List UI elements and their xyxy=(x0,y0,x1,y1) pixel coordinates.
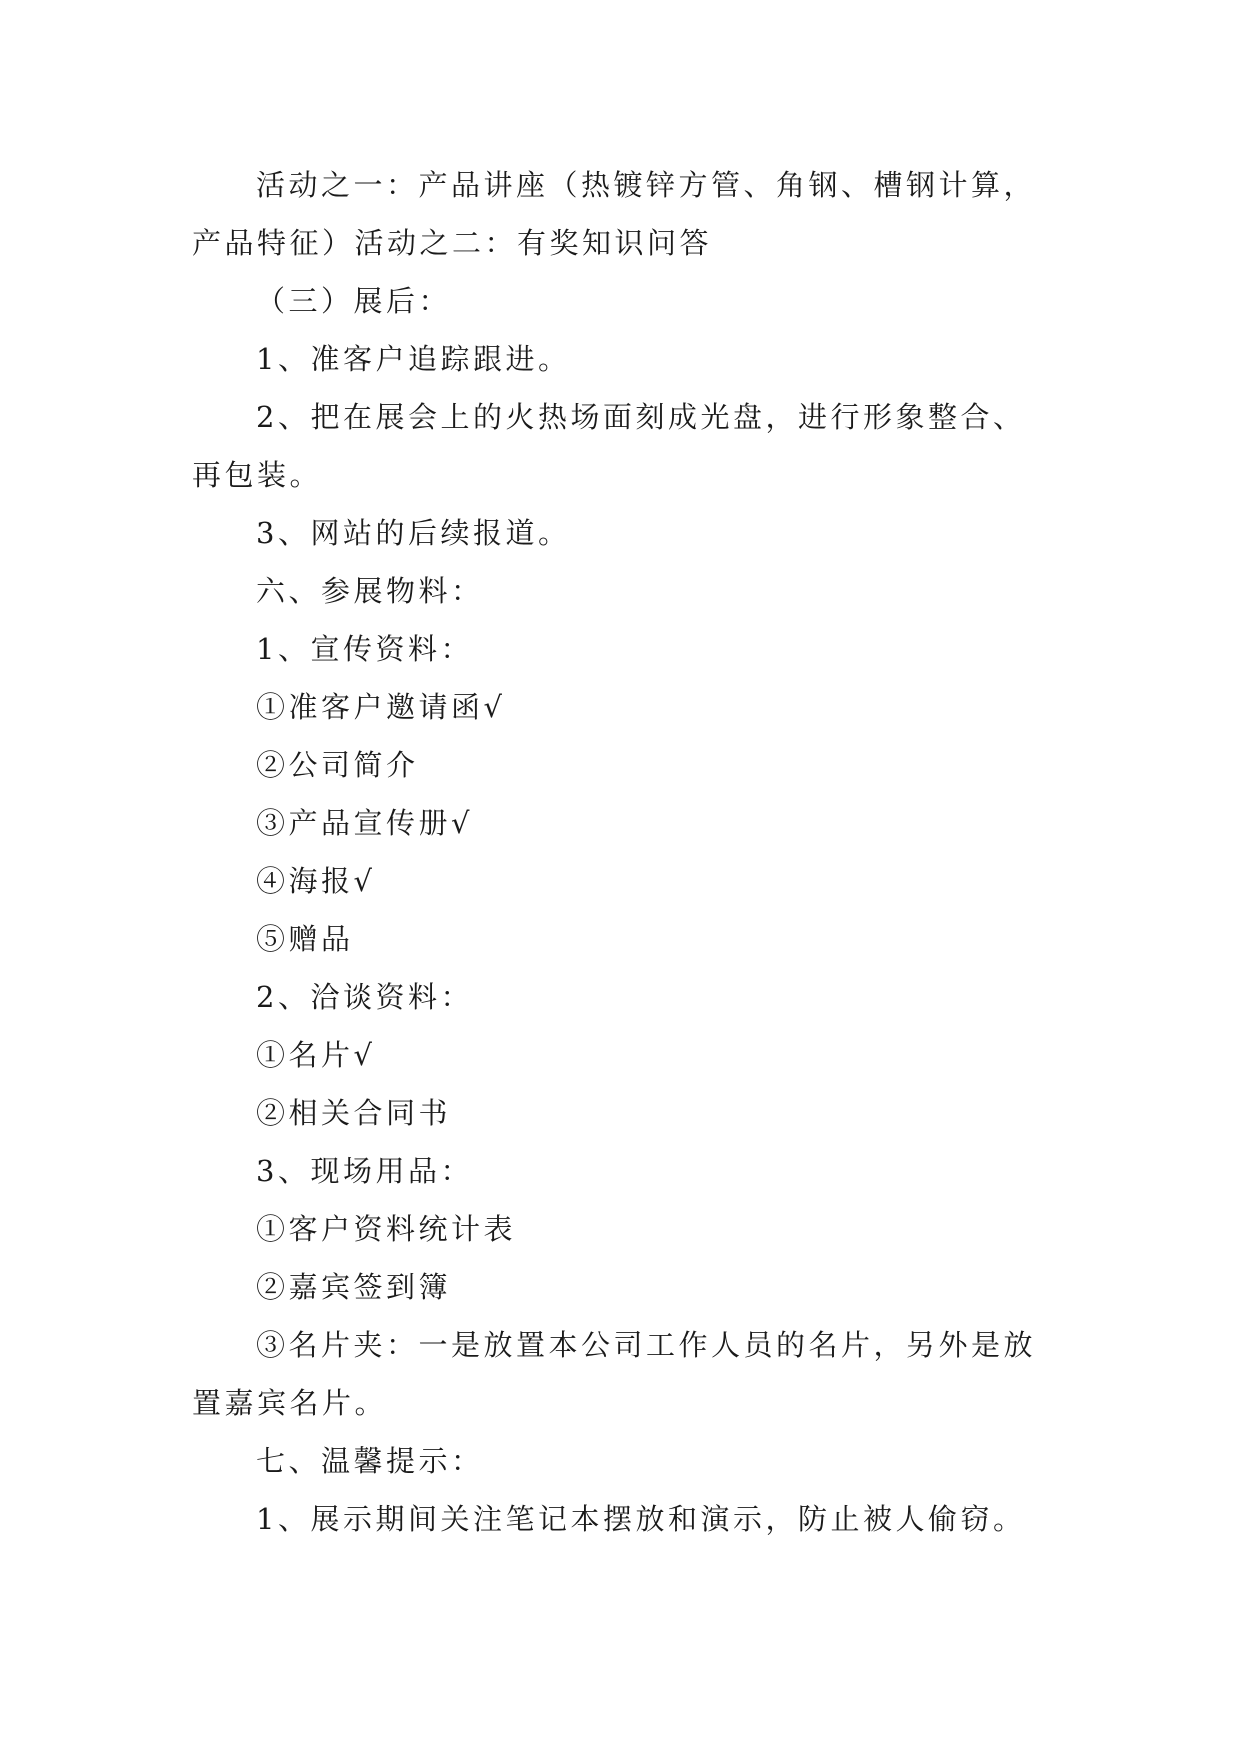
list-item: ②相关合同书 xyxy=(256,1096,452,1130)
heading-materials: 六、参展物料： xyxy=(256,574,484,608)
paragraph-negotiation-materials: 2、洽谈资料： xyxy=(256,980,473,1014)
list-item: ①客户资料统计表 xyxy=(256,1212,517,1246)
list-item: ③名片夹：一是放置本公司工作人员的名片，另外是放置嘉宾名片。 xyxy=(192,1328,1037,1420)
document-body xyxy=(192,156,1052,1548)
list-item: ③产品宣传册√ xyxy=(256,806,473,840)
paragraph-item-follow-up: 1、准客户追踪跟进。 xyxy=(256,342,571,376)
paragraph-section-after-show: （三）展后： xyxy=(256,284,452,318)
list-item: ②公司简介 xyxy=(256,748,419,782)
paragraph-activities: 活动之一：产品讲座（热镀锌方管、角钢、槽钢计算，产品特征）活动之二：有奖知识问答 xyxy=(192,168,1037,260)
list-item: ④海报√ xyxy=(256,864,376,898)
heading-tips: 七、温馨提示： xyxy=(256,1444,484,1478)
paragraph-onsite-supplies: 3、现场用品： xyxy=(256,1154,473,1188)
paragraph-item-website: 3、网站的后续报道。 xyxy=(256,516,571,550)
list-item: ①名片√ xyxy=(256,1038,376,1072)
paragraph-tip-laptop: 1、展示期间关注笔记本摆放和演示，防止被人偷窃。 xyxy=(256,1502,1026,1536)
list-item: ②嘉宾签到簿 xyxy=(256,1270,452,1304)
paragraph-promo-materials: 1、宣传资料： xyxy=(256,632,473,666)
list-item: ⑤赠品 xyxy=(256,922,354,956)
paragraph-item-disc: 2、把在展会上的火热场面刻成光盘，进行形象整合、再包装。 xyxy=(192,400,1026,492)
list-item: ①准客户邀请函√ xyxy=(256,690,506,724)
